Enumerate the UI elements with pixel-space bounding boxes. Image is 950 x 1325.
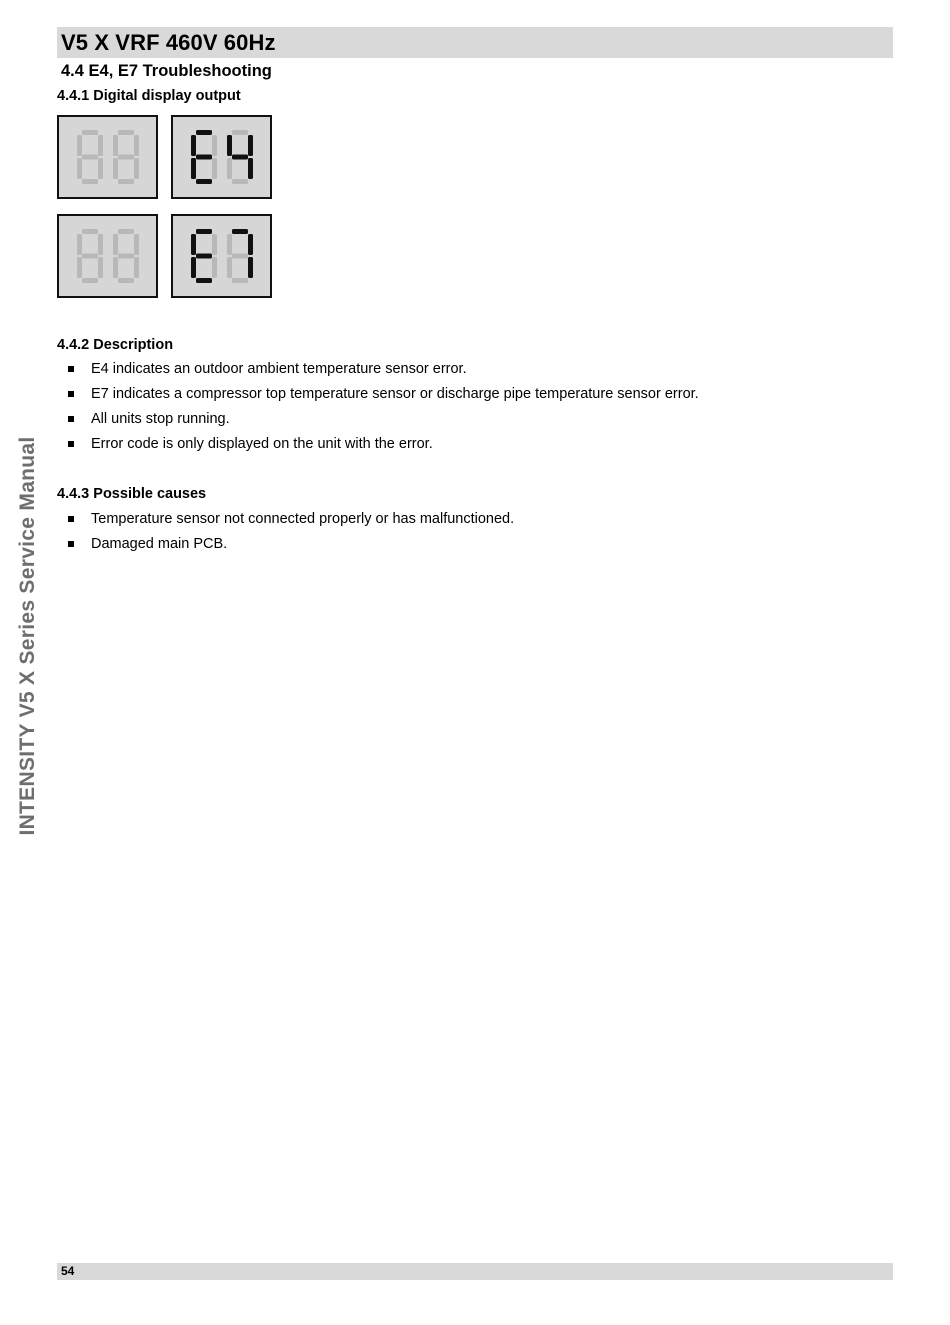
- segment-f: [77, 234, 82, 255]
- bullet-icon: [68, 441, 74, 447]
- segment-b: [134, 135, 139, 156]
- causes-title: Possible causes: [93, 486, 207, 502]
- segment-b: [98, 135, 103, 156]
- segment-d: [118, 278, 134, 283]
- segment-f: [113, 135, 118, 156]
- segment-c: [248, 257, 253, 278]
- segment-d: [232, 278, 248, 283]
- segment-d: [196, 179, 212, 184]
- segment-b: [212, 135, 217, 156]
- side-label: INTENSITY V5 X Series Service Manual: [16, 436, 39, 836]
- segment-f: [113, 234, 118, 255]
- segment-b: [248, 234, 253, 255]
- segment-e: [191, 257, 196, 278]
- description-list: [57, 357, 699, 457]
- segment-b: [98, 234, 103, 255]
- digital-display-3: [57, 214, 158, 298]
- segment-d: [118, 179, 134, 184]
- segment-e: [191, 158, 196, 179]
- bullet-icon: [68, 391, 74, 397]
- segment-g: [232, 254, 248, 259]
- segment-a: [118, 229, 134, 234]
- segment-c: [134, 257, 139, 278]
- segment-a: [82, 130, 98, 135]
- segment-g: [196, 254, 212, 259]
- segment-c: [98, 257, 103, 278]
- list-item: E4 indicates an outdoor ambient temperature sensor error.: [57, 357, 699, 382]
- page-number: 54: [61, 1264, 75, 1278]
- causes-number: 4.4.3: [57, 486, 90, 502]
- display-2-digits: [173, 117, 270, 197]
- segment-a: [82, 229, 98, 234]
- display-4-digits: [173, 216, 270, 296]
- segment-d: [82, 278, 98, 283]
- footer-bar: [57, 1263, 893, 1280]
- segment-g: [118, 254, 134, 259]
- list-item: E7 indicates a compressor top temperature sensor or discharge pipe temperature sensor error.: [57, 382, 699, 407]
- segment-f: [227, 135, 232, 156]
- segment-b: [134, 234, 139, 255]
- segment-a: [232, 229, 248, 234]
- segment-g: [118, 155, 134, 160]
- segment-a: [196, 130, 212, 135]
- segment-a: [196, 229, 212, 234]
- list-item: All units stop running.: [57, 407, 699, 432]
- description-number: 4.4.2: [57, 337, 90, 353]
- segment-c: [134, 158, 139, 179]
- causes-list: [57, 507, 514, 557]
- segment-g: [232, 155, 248, 160]
- list-item: Damaged main PCB.: [57, 532, 514, 557]
- bullet-icon: [68, 416, 74, 422]
- segment-f: [77, 135, 82, 156]
- list-item: Temperature sensor not connected properly or has malfunctioned.: [57, 507, 514, 532]
- section-title: 4.4 E4, E7 Troubleshooting: [61, 62, 272, 80]
- bullet-icon: [68, 516, 74, 522]
- segment-c: [98, 158, 103, 179]
- segment-b: [212, 234, 217, 255]
- document-title: V5 X VRF 460V 60Hz: [61, 30, 276, 55]
- segment-g: [196, 155, 212, 160]
- description-heading: [57, 337, 173, 353]
- segment-g: [82, 254, 98, 259]
- digital-display-4: [171, 214, 272, 298]
- segment-d: [232, 179, 248, 184]
- segment-e: [227, 257, 232, 278]
- segment-e: [77, 257, 82, 278]
- bullet-icon: [68, 366, 74, 372]
- segment-e: [113, 257, 118, 278]
- digital-display-1: [57, 115, 158, 199]
- segment-f: [227, 234, 232, 255]
- causes-heading: [57, 486, 206, 502]
- segment-a: [118, 130, 134, 135]
- segment-e: [227, 158, 232, 179]
- display-output-heading: 4.4.1 Digital display output: [57, 88, 241, 104]
- segment-d: [196, 278, 212, 283]
- segment-c: [248, 158, 253, 179]
- display-3-digits: [59, 216, 156, 296]
- segment-c: [212, 158, 217, 179]
- digital-display-2: [171, 115, 272, 199]
- segment-b: [248, 135, 253, 156]
- segment-f: [191, 135, 196, 156]
- segment-d: [82, 179, 98, 184]
- segment-e: [113, 158, 118, 179]
- display-1-digits: [59, 117, 156, 197]
- segment-a: [232, 130, 248, 135]
- segment-f: [191, 234, 196, 255]
- segment-g: [82, 155, 98, 160]
- header-bar: [57, 27, 893, 58]
- list-item: Error code is only displayed on the unit with the error.: [57, 432, 699, 457]
- bullet-icon: [68, 541, 74, 547]
- segment-e: [77, 158, 82, 179]
- description-title: Description: [93, 337, 174, 353]
- segment-c: [212, 257, 217, 278]
